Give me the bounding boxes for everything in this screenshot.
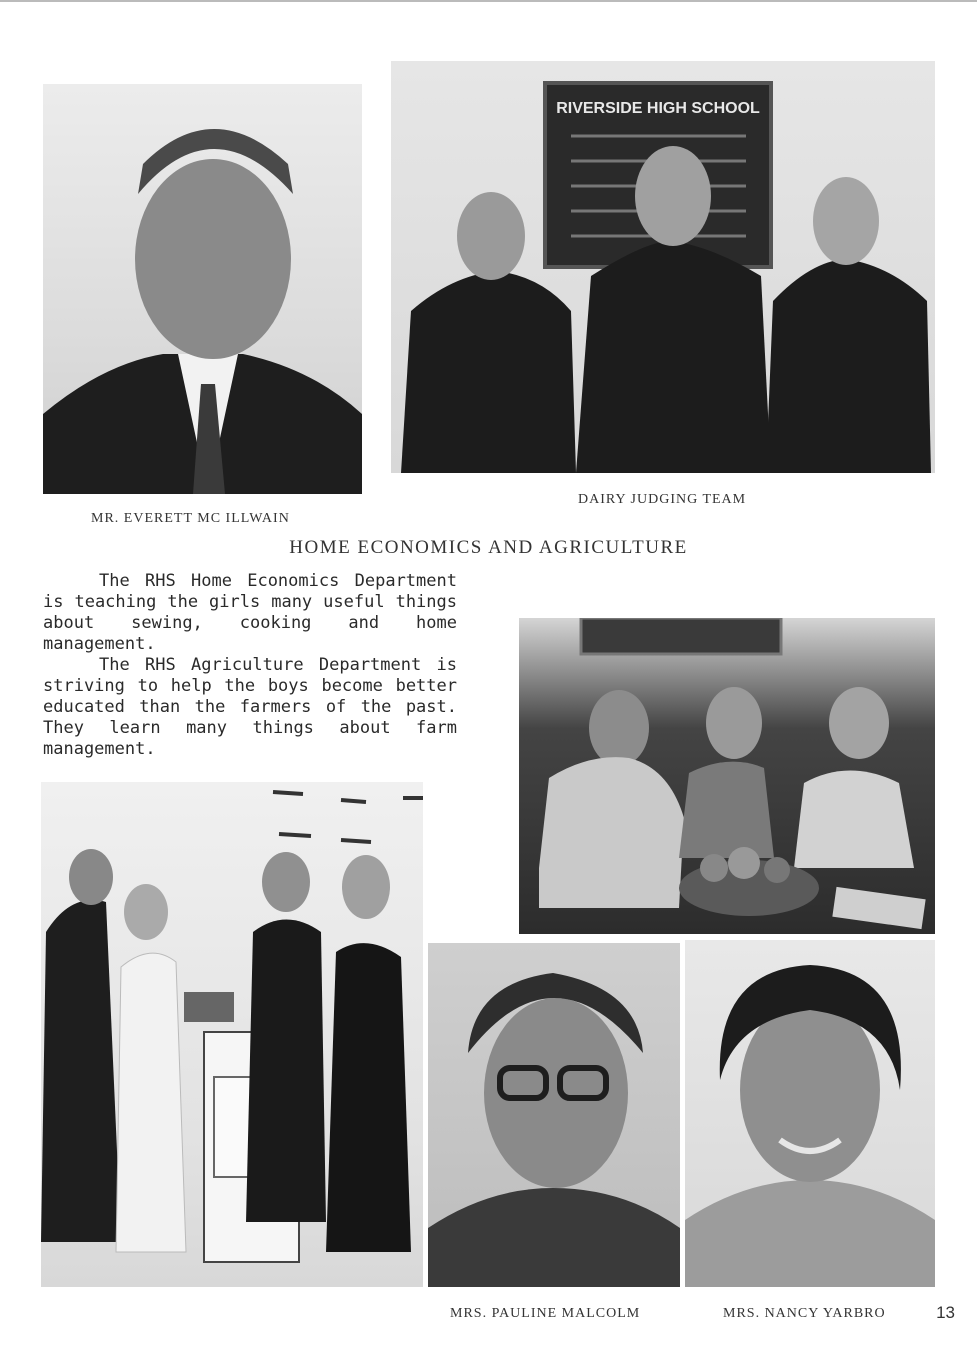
fruit-basket-graphic — [519, 618, 935, 934]
caption-nancy-yarbro: MRS. NANCY YARBRO — [723, 1306, 886, 1321]
page-top-edge — [0, 0, 977, 2]
section-heading: HOME ECONOMICS AND AGRICULTURE — [289, 537, 688, 558]
portrait-man-graphic — [43, 84, 362, 494]
page-number: 13 — [936, 1303, 955, 1322]
photo-pauline-malcolm — [428, 943, 680, 1287]
dairy-team-graphic — [391, 61, 935, 473]
caption-pauline-malcolm: MRS. PAULINE MALCOLM — [450, 1306, 641, 1321]
portrait-woman-glasses-graphic — [428, 943, 680, 1287]
photo-kitchen-class — [41, 782, 423, 1287]
photo-nancy-yarbro — [685, 940, 935, 1287]
body-text — [43, 571, 457, 760]
paragraph-agriculture: The RHS Agriculture Department is striving to help the boys become better educated than the farmers of the past. They learn many things about farm management. — [43, 655, 457, 759]
photo-everett-mcillwain — [43, 84, 362, 494]
school-sign-text: RIVERSIDE HIGH SCHOOL — [556, 100, 760, 117]
caption-everett-mcillwain: MR. EVERETT MC ILLWAIN — [91, 511, 290, 526]
kitchen-graphic — [41, 782, 423, 1287]
paragraph-home-economics: The RHS Home Economics Department is teaching the girls many useful things about sewing, cooking and home management. — [43, 571, 457, 654]
caption-dairy-judging-team: DAIRY JUDGING TEAM — [578, 492, 747, 507]
photo-fruit-basket-group — [519, 618, 935, 934]
photo-dairy-judging-team — [391, 61, 935, 473]
portrait-woman-smiling-graphic — [685, 940, 935, 1287]
